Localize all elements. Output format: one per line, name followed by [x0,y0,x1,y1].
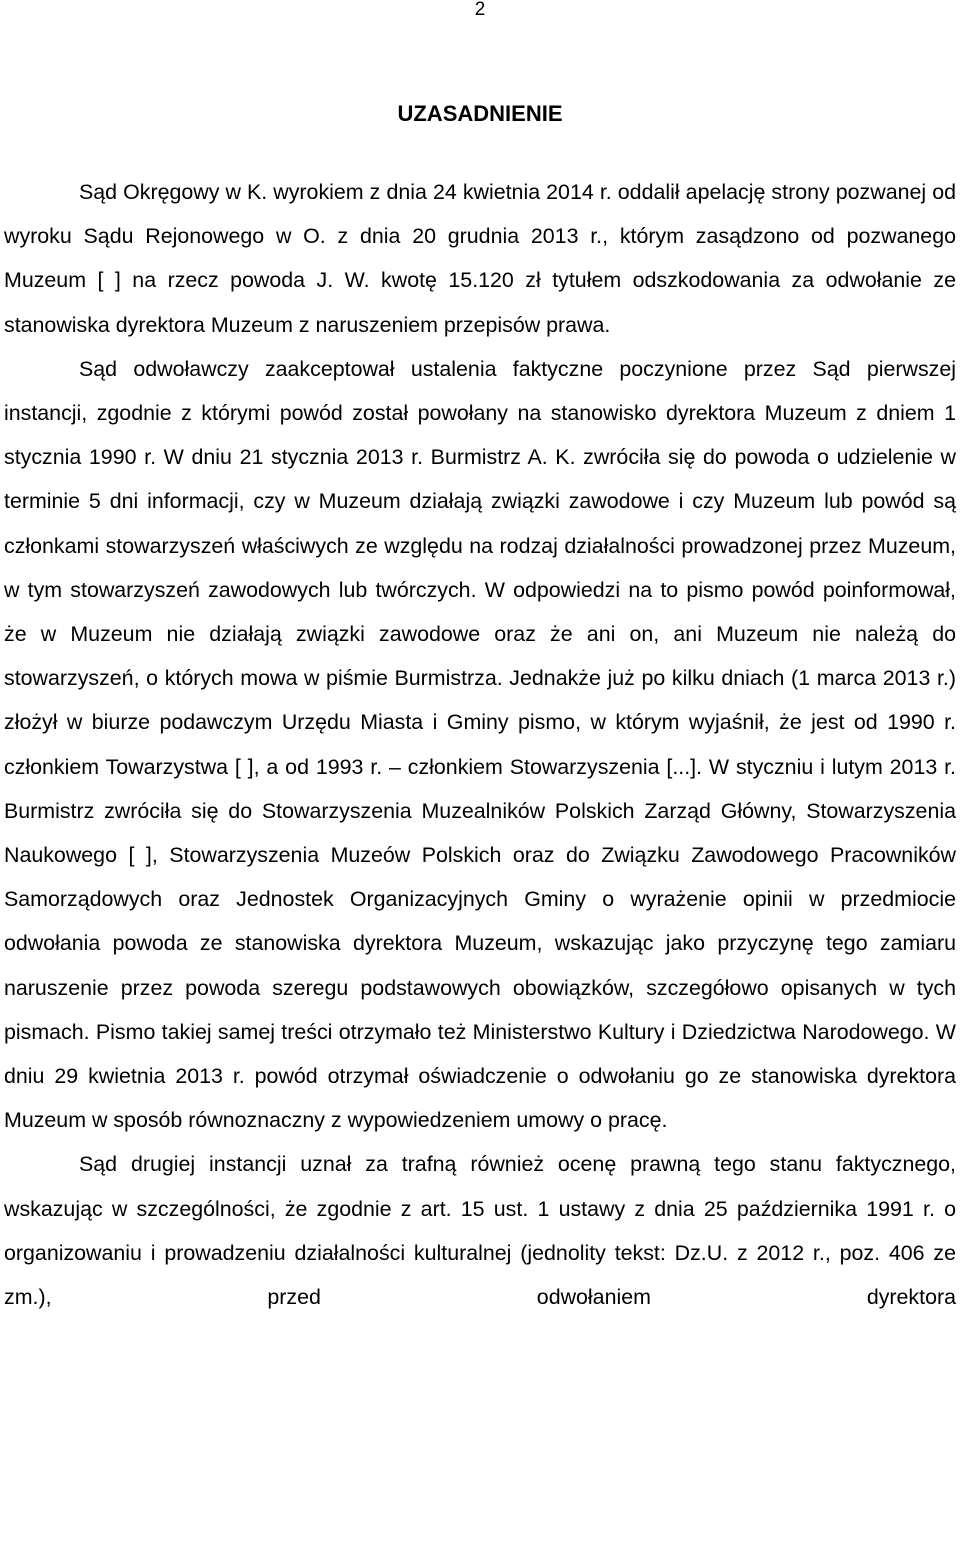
paragraph-1: Sąd Okręgowy w K. wyrokiem z dnia 24 kwietnia 2014 r. oddalił apelację strony pozwanej od wyroku Sądu Rejonowego w O. z dnia 20 grudnia 2013 r., którym zasądzono od pozwanego Muzeum [ ] na rzecz powoda J. W. kwotę 15.120 zł tytułem odszkodowania za odwołanie ze stanowiska dyrektora Muzeum z naruszeniem przepisów prawa. [4,180,956,337]
paragraph-3: Sąd drugiej instancji uznał za trafną również ocenę prawną tego stanu faktycznego, wskazując w szczególności, że zgodnie z art. 15 ust. 1 ustawy z dnia 25 października 1991 r. o organizowaniu i prowadzeniu działalności kulturalnej (jednolity tekst: Dz.U. z 2012 r., poz. 406 ze zm.), przed odwołaniem dyrektora [4,1152,956,1310]
page-number: 2 [474,0,486,20]
paragraph-2: Sąd odwoławczy zaakceptował ustalenia faktyczne poczynione przez Sąd pierwszej instancji, zgodnie z którymi powód został powołany na stanowisko dyrektora Muzeum z dniem 1 stycznia 1990 r. W dniu 21 stycznia 2013 r. Burmistrz A. K. zwróciła się do powoda o udzielenie w terminie 5 dni informacji, czy w Muzeum działają związki zawodowe i czy Muzeum lub powód są członkami stowarzyszeń właściwych ze względu na rodzaj działalności prowadzonej przez Muzeum, w tym stowarzyszeń zawodowych lub twórczych. W odpowiedzi na to pismo powód poinformował, że w Muzeum nie działają związki zawodowe oraz że ani on, ani Muzeum nie należą do stowarzyszeń, o których mowa w piśmie Burmistrza. Jednakże już po kilku dniach (1 marca 2013 r.) złożył w biurze podawczym Urzędu Miasta i Gminy pismo, w którym wyjaśnił, że jest od 1990 r. członkiem Towarzystwa [ ], a od 1993 r. – członkiem Stowarzyszenia [...]. W styczniu i lutym 2013 r. Burmistrz zwróciła się do Stowarzyszenia Muzealników Polskich Zarząd Główny, Stowarzyszenia Naukowego [ ], Stowarzyszenia Muzeów Polskich oraz do Związku Zawodowego Pracowników Samorządowych oraz Jednostek Organizacyjnych Gminy o wyrażenie opinii w przedmiocie odwołania powoda ze stanowiska dyrektora Muzeum, wskazując jako przyczynę tego zamiaru naruszenie przez powoda szeregu podstawowych obowiązków, szczegółowo opisanych w tych pismach. Pismo takiej samej treści otrzymało też Ministerstwo Kultury i Dziedzictwa Narodowego. W dniu 29 kwietnia 2013 r. powód otrzymał oświadczenie o odwołaniu go ze stanowiska dyrektora Muzeum w sposób równoznaczny z wypowiedzeniem umowy o pracę. [4,356,956,1133]
document-title: UZASADNIENIE [397,101,563,126]
document-body [4,170,956,1319]
